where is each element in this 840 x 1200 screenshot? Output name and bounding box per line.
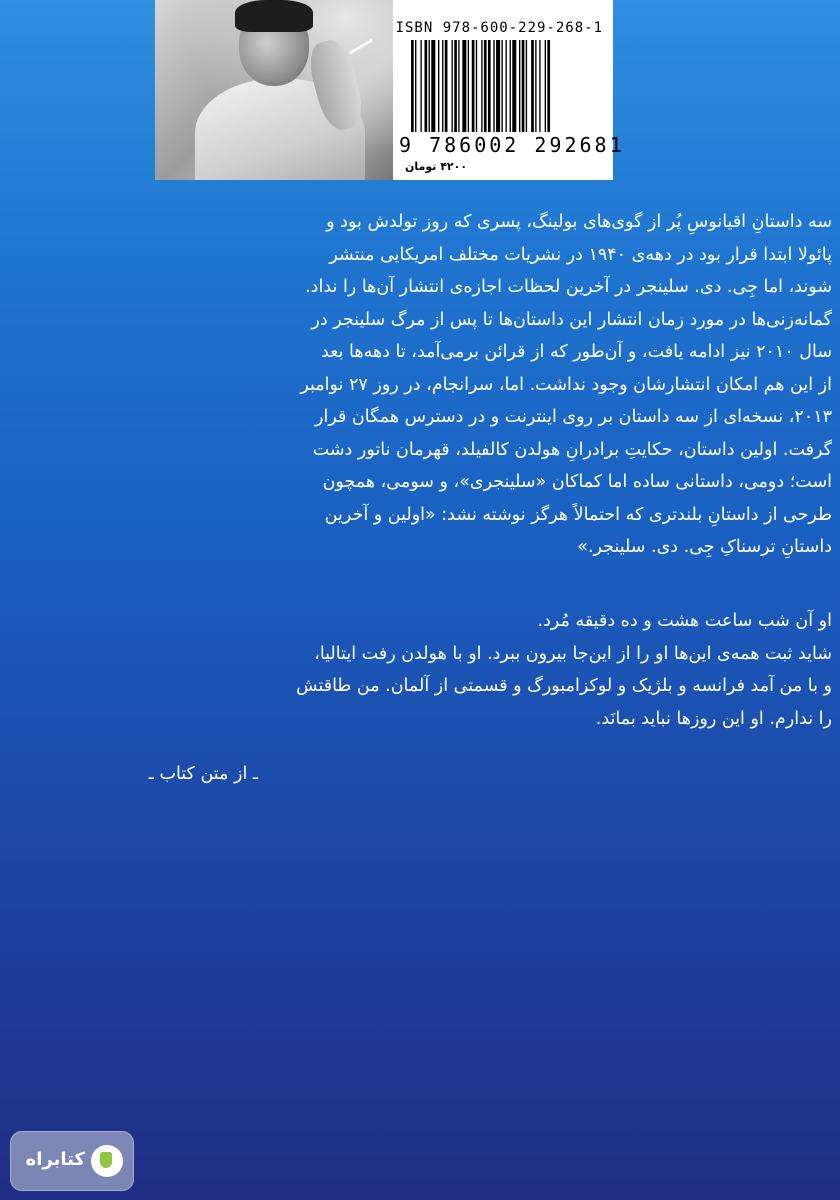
blurb-line: گرفت. اولین داستان، حکایتِ برادرانِ هولدن کالفیلد، قهرمان ناتور دشت <box>312 439 832 460</box>
blurb-line: از این هم امکان انتشارشان وجود نداشت. اما، سرانجام، در روز ۲۷ نوامبر <box>300 374 832 395</box>
publisher-label: کتابراه <box>25 1149 85 1170</box>
blurb-line: است؛ دومی، داستانی ساده اما کماکان «سلینجری»، و سومی، همچون <box>322 472 832 492</box>
ean-digits: 9 786002 292681 <box>399 133 625 157</box>
excerpt-line: را ندارم. او این روزها نباید بمانَد. <box>595 708 832 729</box>
blurb-line: سال ۲۰۱۰ نیز ادامه یافت، و آن‌طور که از قرائن برمی‌آمد، تا دهه‌ها بعد <box>320 342 832 362</box>
author-photo <box>155 0 393 180</box>
blurb-line: ۲۰۱۳، نسخه‌ای از سه داستان بر روی اینترنت و در دسترس همگان قرار <box>315 407 832 427</box>
excerpt-line: شاید ثبت همه‌ی این‌ها او را از این‌جا بیرون ببرد. او با هولدن رفت ایتالیا، <box>314 643 832 664</box>
blurb-line: پائولا ابتدا قرار بود در دهه‌ی ۱۹۴۰ در نشریات مختلف امریکایی منتشر <box>329 244 832 265</box>
barcode-panel <box>393 0 625 180</box>
publisher-logo-icon <box>91 1145 123 1177</box>
excerpt-line: او آن شب ساعت هشت و ده دقیقه مُرد. <box>537 611 832 631</box>
barcode-icon <box>411 40 599 132</box>
blurb-line: شوند، اما جِی. دی. سلینجر در آخرین لحظات اجازه‌ی انتشار آن‌ها را نداد. <box>305 277 832 297</box>
blurb-line: گمانه‌زنی‌ها در مورد زمان انتشار این داستان‌ها تا پس از مرگ سلینجر در <box>311 309 832 330</box>
excerpt-source: ـ از متن کتاب ـ <box>148 764 258 784</box>
blurb-line: داستانِ ترسناکِ جِی. دی. سلینجر.» <box>577 537 832 557</box>
excerpt-line: و با من آمد فرانسه و بلژیک و لوکزامبورگ و قسمتی از آلمان. من طاقتش <box>296 676 832 696</box>
blurb-line: طرحی از داستانِ بلندتری که احتمالاً هرگز نوشته نشد: «اولین و آخرین <box>324 504 832 525</box>
blurb-paragraph <box>157 206 832 564</box>
publisher-badge[interactable] <box>10 1131 134 1191</box>
excerpt-paragraph <box>157 605 832 735</box>
blurb-line: سه داستانِ اقیانوسِ پُر از گوی‌های بولینگ، پسری که روز تولدش بود و <box>326 212 832 232</box>
isbn-label: ISBN 978-600-229-268-1 <box>395 20 603 36</box>
price-label: ۴۲۰۰ تومان <box>405 160 468 173</box>
